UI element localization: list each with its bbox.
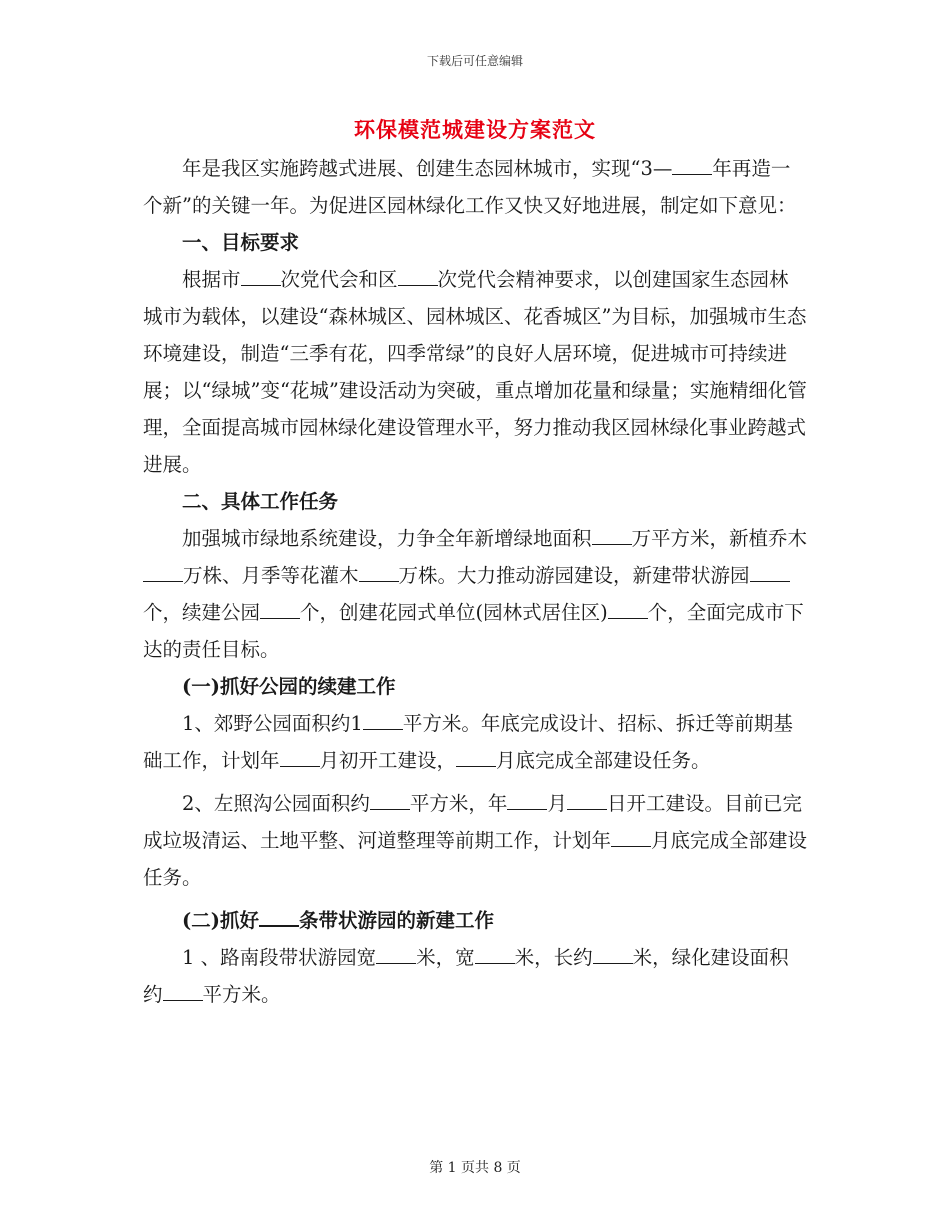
tasks-text-c: 万株、月季等花灌木 [183, 564, 359, 587]
goals-text-c: 次党代会精神要求，以创建国家生态园林城市为载体，以建设“森林城区、园林城区、花香城区”为目标，加强城市生态环境建设，制造“三季有花，四季常绿”的良好人居环境，促进城市可持续进展；以“绿城”变“花城”建设活动为突破，重点增加花量和绿量；实施精细化管理，全面提高城市园林绿化建设管理水平，努力推动我区园林绿化事业跨越式进展。 [143, 268, 807, 476]
tasks-text-d: 万株。大力推动游园建设，新建带状游园 [398, 564, 750, 587]
blank-underline [475, 963, 515, 964]
park1-text-d: 月底完成全部建设任务。 [496, 749, 711, 772]
blank-underline [750, 581, 790, 582]
park1-text-a: 1、郊野公园面积约1 [182, 712, 363, 735]
park2-text-c: 月 [547, 792, 567, 815]
blank-underline [567, 809, 607, 810]
section-heading-tasks: 二、具体工作任务 [182, 490, 339, 513]
park2-text-d: 日开工建设。目前已完成垃圾清运、土地平整、河道整理等前期工作，计划年 [143, 792, 802, 852]
blank-underline [592, 544, 632, 545]
park2-text-e: 月底完成全部建设任务。 [143, 829, 808, 889]
blank-underline [370, 809, 410, 810]
park1-text-c: 月初开工建设， [319, 749, 457, 772]
blank-underline [260, 618, 300, 619]
park2-text-a: 2、左照沟公园面积约 [182, 792, 370, 815]
blank-underline [611, 846, 651, 847]
blank-underline [608, 618, 648, 619]
strip-heading-text-b: 条带状游园的新建工作 [298, 909, 494, 932]
page-header: 下载后可任意编辑 [426, 54, 523, 68]
goals-text-a: 根据市 [182, 268, 241, 291]
tasks-text-b: 万平方米，新植乔木 [631, 527, 808, 550]
park2-text-b: 平方米，年 [409, 792, 508, 815]
document-body [143, 150, 808, 1013]
blank-underline [672, 174, 712, 175]
strip1-text-e: 平方米。 [202, 983, 281, 1006]
blank-underline [363, 729, 403, 730]
intro-text-a: 年是我区实施跨越式进展、创建生态园林城市，实现“3— [182, 157, 673, 180]
page-footer: 第 1 页共 8 页 [429, 1160, 521, 1176]
blank-underline [376, 963, 416, 964]
document-title: 环保模范城建设方案范文 [354, 117, 596, 142]
tasks-paragraph [143, 520, 808, 668]
strip1-text-a: 1 、路南段带状游园宽 [182, 946, 377, 969]
blank-underline [143, 581, 183, 582]
goals-text-b: 次党代会和区 [280, 268, 398, 291]
tasks-text-a: 加强城市绿地系统建设，力争全年新增绿地面积 [182, 527, 592, 550]
park-item-2 [143, 785, 808, 896]
strip-heading-text-a: (二)抓好 [182, 909, 259, 932]
intro-text-b: 年再造一个新”的关键一年。为促进区园林绿化工作又快又好地进展，制定如下意见： [143, 157, 797, 217]
subsection-heading-parks: (一)抓好公园的续建工作 [182, 675, 396, 698]
strip1-text-c: 米，长约 [514, 946, 593, 969]
intro-paragraph [143, 150, 808, 224]
tasks-text-g: 个，全面完成市下达的责任目标。 [143, 601, 804, 661]
blank-underline [280, 766, 320, 767]
blank-underline [359, 581, 399, 582]
strip1-text-d: 米，绿化建设面积约 [143, 946, 789, 1006]
park1-text-b: 平方米。年底完成设计、招标、拆迁等前期基础工作，计划年 [143, 712, 793, 772]
blank-underline [456, 766, 496, 767]
strip1-text-b: 米，宽 [416, 946, 475, 969]
blank-underline [241, 285, 281, 286]
blank-underline [163, 1000, 203, 1001]
blank-underline [507, 809, 547, 810]
blank-underline [593, 963, 633, 964]
subsection-heading-strip-parks [143, 902, 808, 939]
park-item-1 [143, 705, 808, 779]
section-heading-goals: 一、目标要求 [182, 231, 300, 254]
blank-underline [398, 285, 438, 286]
blank-underline [259, 925, 299, 927]
tasks-text-e: 个，续建公园 [143, 601, 261, 624]
tasks-text-f: 个，创建花园式单位(园林式居住区) [300, 601, 608, 624]
goals-paragraph [143, 261, 808, 483]
strip-park-item-1 [143, 939, 808, 1013]
